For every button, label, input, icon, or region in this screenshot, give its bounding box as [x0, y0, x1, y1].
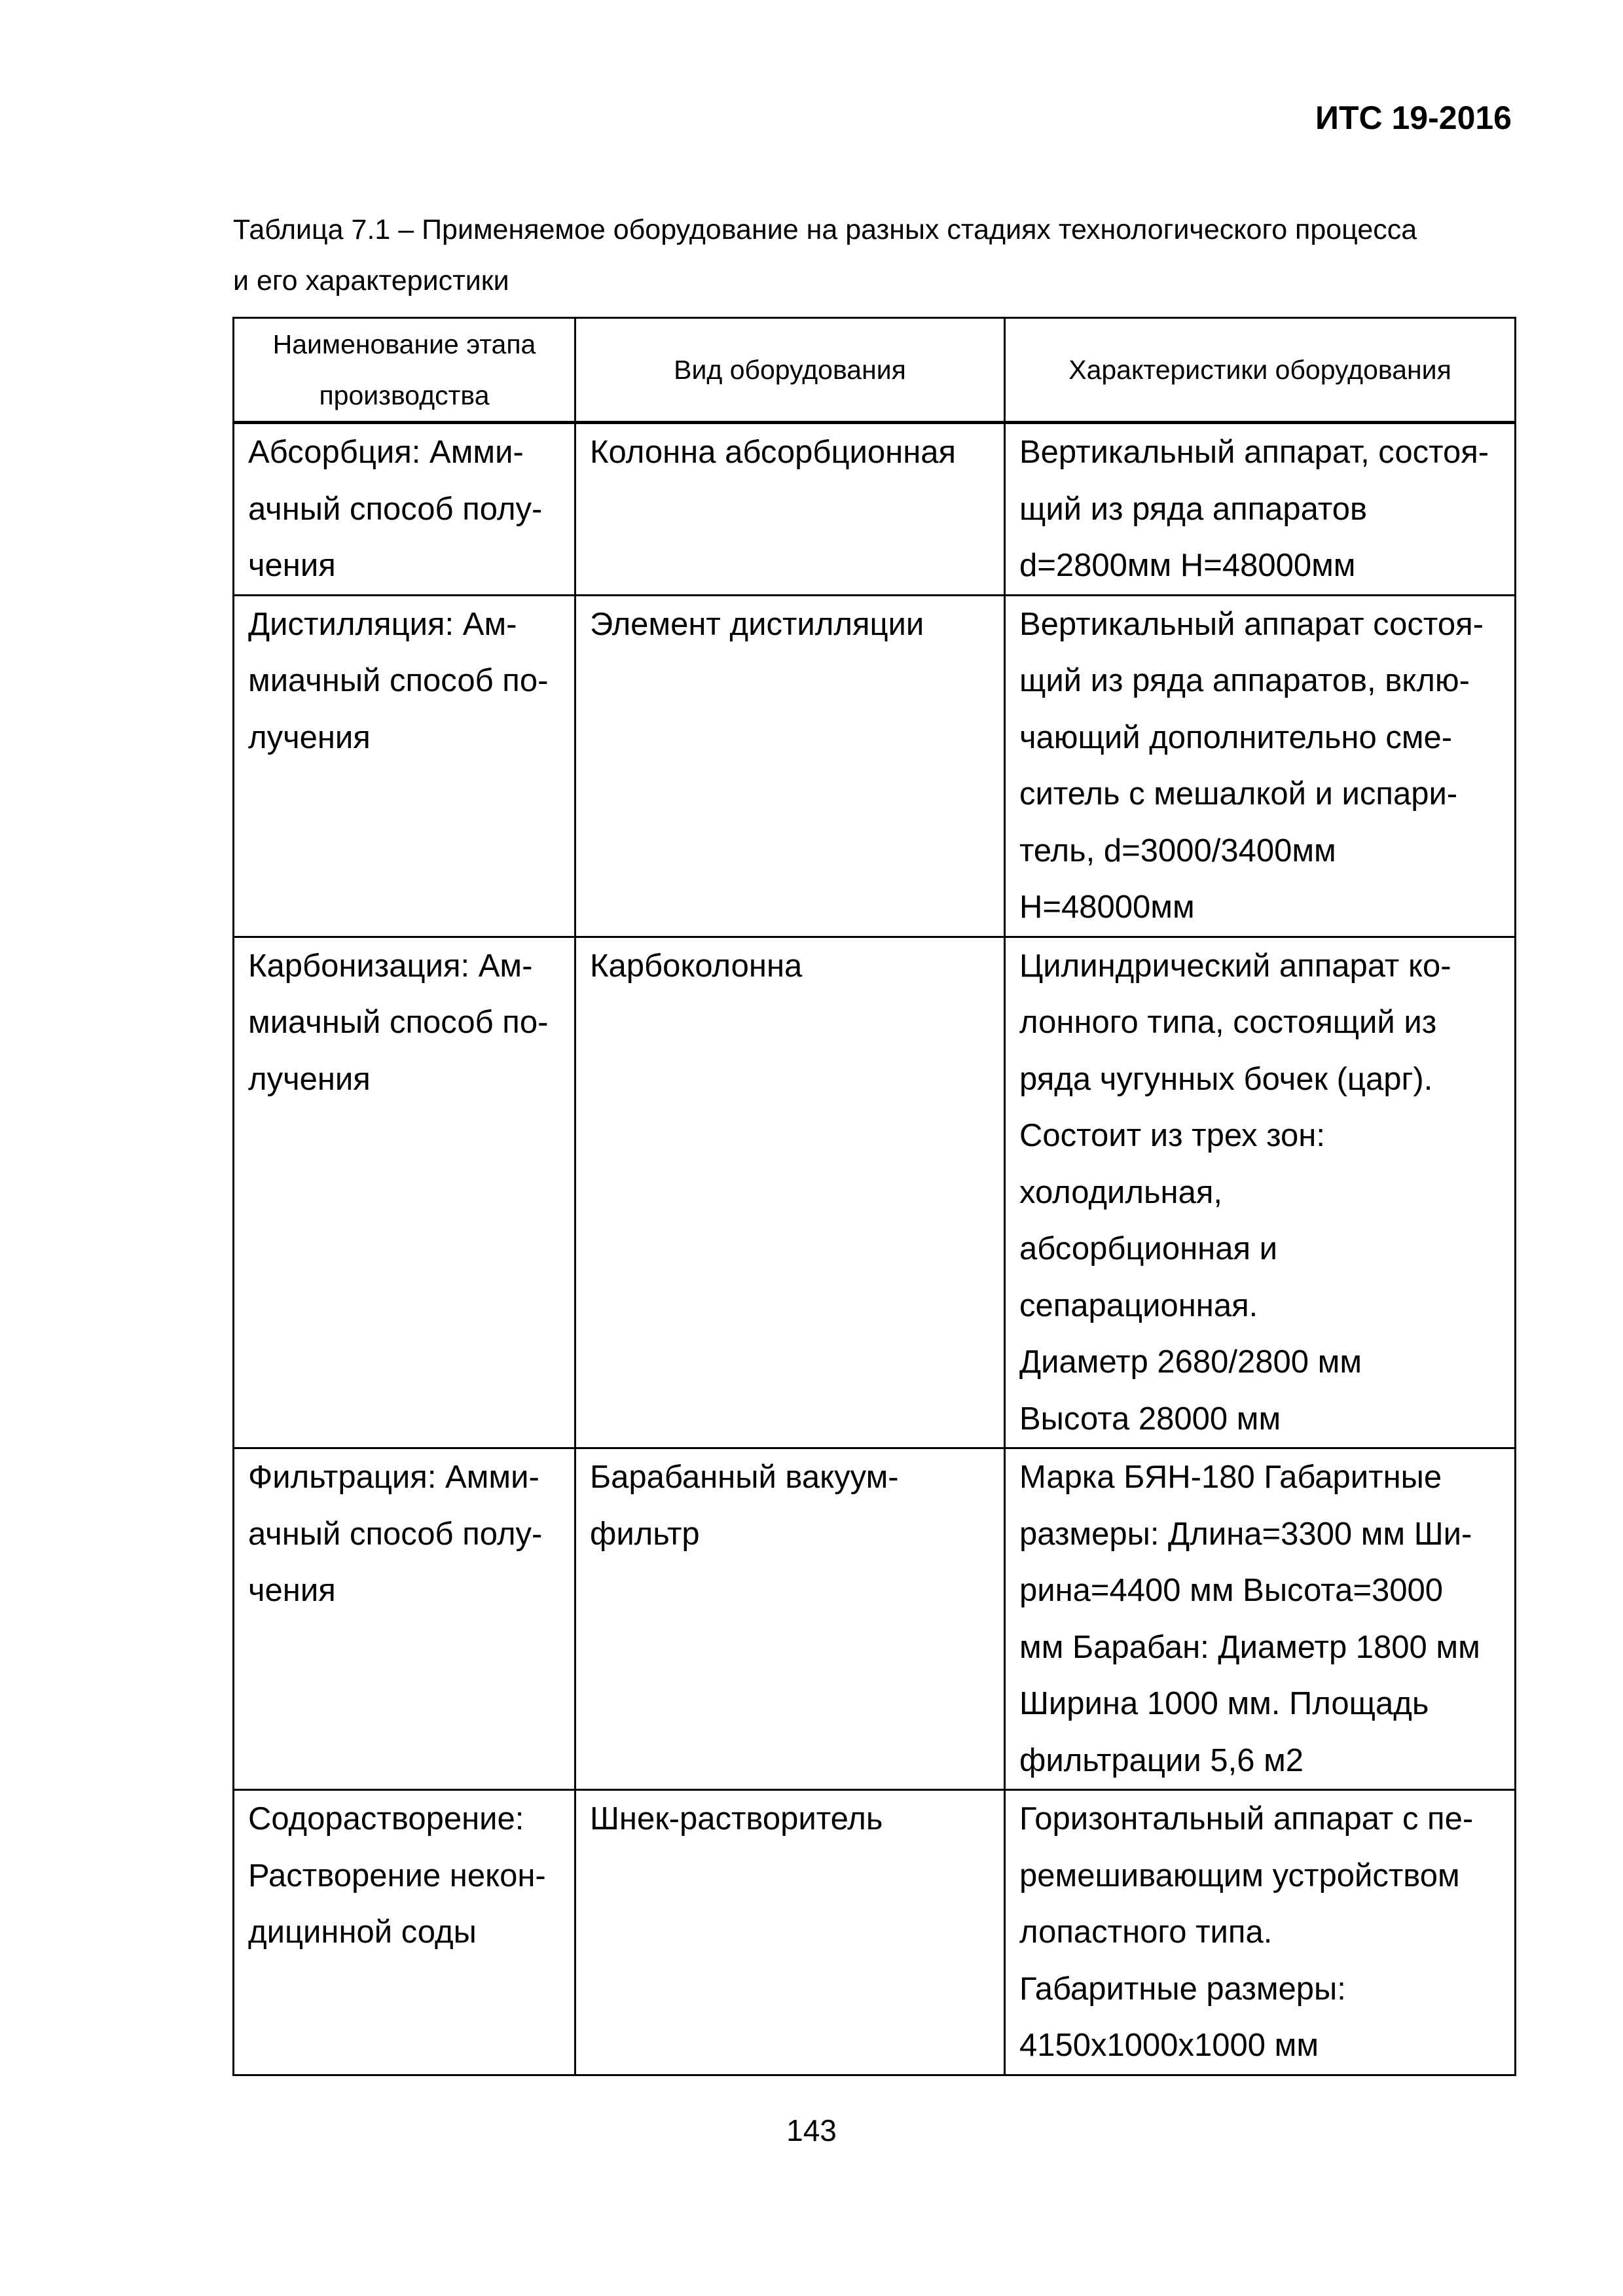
cell-line: фильтрации 5,6 м2: [1019, 1742, 1304, 1778]
cell-line: Состоит из трех зон:: [1019, 1118, 1325, 1153]
specs-cell: [1005, 423, 1516, 596]
cell-line: Карбонизация: Ам-: [248, 948, 533, 984]
cell-line: миачный способ по-: [248, 1005, 549, 1040]
cell-line: ачный способ полу-: [248, 491, 543, 527]
table-row: [234, 1448, 1516, 1790]
equipment-cell: [575, 1790, 1005, 2075]
cell-line: Элемент дистилляции: [590, 606, 924, 642]
cell-line: рина=4400 мм Высота=3000: [1019, 1573, 1444, 1608]
cell-line: Высота 28000 мм: [1019, 1401, 1281, 1437]
document-id-header: ИТС 19-2016: [1315, 99, 1512, 136]
stage-cell: [234, 1448, 575, 1790]
cell-line: H=48000мм: [1019, 889, 1195, 925]
page-number: 143: [786, 2113, 837, 2147]
cell-line: лучения: [248, 1061, 371, 1097]
cell-line: Колонна абсорбционная: [590, 435, 957, 470]
specs-cell: [1005, 1790, 1516, 2075]
cell-line: лонного типа, состоящий из: [1019, 1005, 1437, 1040]
equipment-cell: [575, 423, 1005, 596]
caption-line-2: и его характеристики: [233, 265, 509, 296]
header-equipment-line: Вид оборудования: [674, 355, 906, 385]
table-row: [234, 595, 1516, 937]
cell-line: чающий дополнительно сме-: [1019, 719, 1453, 755]
cell-line: ачный способ полу-: [248, 1516, 543, 1552]
equipment-cell: [575, 595, 1005, 937]
table-row: [234, 937, 1516, 1448]
cell-line: d=2800мм H=48000мм: [1019, 548, 1356, 583]
specs-cell: [1005, 595, 1516, 937]
header-stage-line: Наименование этапа: [272, 329, 536, 359]
cell-line: Горизонтальный аппарат с пе-: [1019, 1801, 1474, 1837]
cell-line: Ширина 1000 мм. Площадь: [1019, 1686, 1429, 1721]
table-caption: [233, 204, 1516, 306]
cell-line: Шнек-растворитель: [590, 1801, 883, 1837]
cell-line: Вертикальный аппарат состоя-: [1019, 606, 1484, 642]
cell-line: мм Барабан: Диаметр 1800 мм: [1019, 1629, 1480, 1665]
header-specs: [1005, 318, 1516, 423]
table-row: [234, 1790, 1516, 2075]
cell-line: ситель с мешалкой и испари-: [1019, 776, 1458, 812]
cell-line: Абсорбция: Амми-: [248, 435, 524, 470]
cell-line: Дистилляция: Ам-: [248, 606, 517, 642]
cell-line: абсорбционная и: [1019, 1231, 1277, 1266]
stage-cell: [234, 423, 575, 596]
header-stage-line: производства: [319, 380, 490, 410]
cell-line: Цилиндрический аппарат ко-: [1019, 948, 1451, 984]
cell-line: Карбоколонна: [590, 948, 803, 984]
cell-line: Барабанный вакуум-: [590, 1460, 899, 1495]
cell-line: холодильная,: [1019, 1174, 1222, 1210]
cell-line: Содорастворение:: [248, 1801, 524, 1837]
cell-line: тель, d=3000/3400мм: [1019, 833, 1336, 869]
stage-cell: [234, 595, 575, 937]
cell-line: Вертикальный аппарат, состоя-: [1019, 435, 1489, 470]
equipment-cell: [575, 1448, 1005, 1790]
cell-line: фильтр: [590, 1516, 700, 1552]
cell-line: Марка БЯН-180 Габаритные: [1019, 1460, 1442, 1495]
cell-line: щий из ряда аппаратов: [1019, 491, 1367, 527]
equipment-cell: [575, 937, 1005, 1448]
cell-line: дицинной соды: [248, 1914, 477, 1950]
cell-line: сепарационная.: [1019, 1287, 1258, 1323]
stage-cell: [234, 1790, 575, 2075]
cell-line: ремешивающим устройством: [1019, 1857, 1460, 1893]
cell-line: чения: [248, 1573, 336, 1608]
header-specs-line: Характеристики оборудования: [1068, 355, 1451, 385]
cell-line: лопастного типа.: [1019, 1914, 1273, 1950]
cell-line: миачный способ по-: [248, 663, 549, 698]
table-header-row: [234, 318, 1516, 423]
stage-cell: [234, 937, 575, 1448]
cell-line: размеры: Длина=3300 мм Ши-: [1019, 1516, 1472, 1552]
cell-line: ряда чугунных бочек (царг).: [1019, 1061, 1433, 1097]
cell-line: Диаметр 2680/2800 мм: [1019, 1344, 1362, 1380]
cell-line: лучения: [248, 719, 371, 755]
specs-cell: [1005, 937, 1516, 1448]
specs-cell: [1005, 1448, 1516, 1790]
cell-line: Фильтрация: Амми-: [248, 1460, 539, 1495]
cell-line: Растворение некон-: [248, 1857, 546, 1893]
cell-line: 4150x1000x1000 мм: [1019, 2028, 1319, 2063]
header-stage: [234, 318, 575, 423]
cell-line: Габаритные размеры:: [1019, 1971, 1346, 2007]
header-equipment: [575, 318, 1005, 423]
caption-line-1: Таблица 7.1 – Применяемое оборудование на разных стадиях технологического процесса: [233, 214, 1417, 245]
cell-line: щий из ряда аппаратов, вклю-: [1019, 663, 1470, 698]
cell-line: чения: [248, 548, 336, 583]
equipment-table: [232, 317, 1516, 2076]
table-row: [234, 423, 1516, 596]
